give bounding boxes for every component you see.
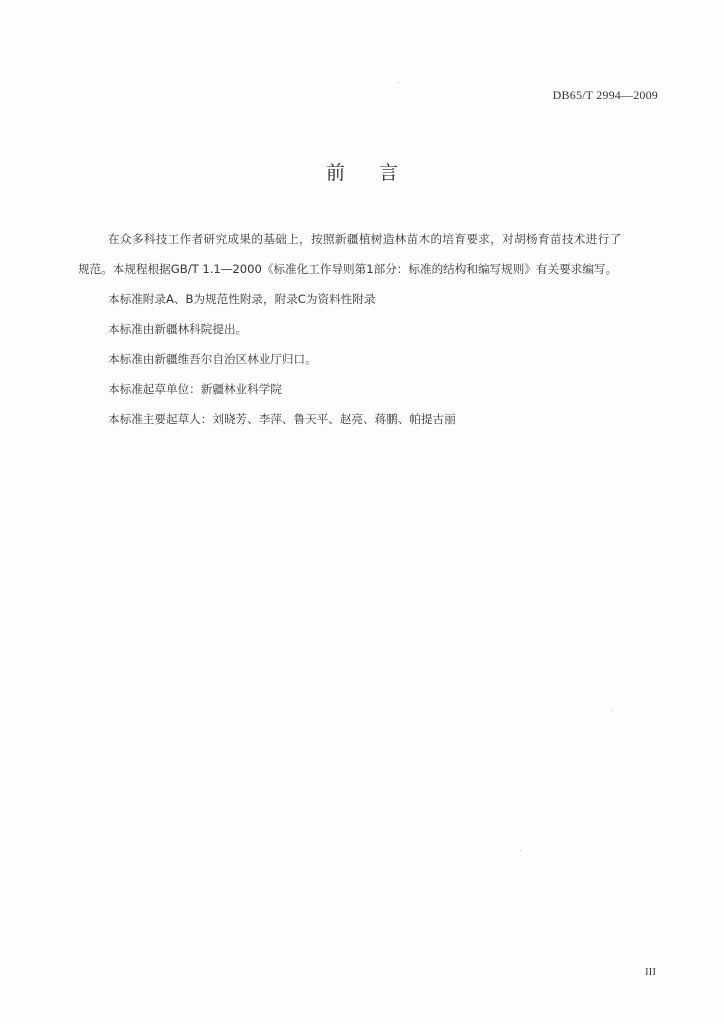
paragraph-administrator: 本标准由新疆维吾尔自治区林业厅归口。 [108, 352, 317, 366]
scan-speck [398, 82, 399, 83]
scan-speck [520, 850, 521, 851]
paragraph-appendix: 本标准附录A、B为规范性附录，附录C为资料性附录 [108, 292, 376, 306]
paragraph-drafting-unit: 本标准起草单位：新疆林业科学院 [108, 382, 282, 396]
paragraph-proposer: 本标准由新疆林科院提出。 [108, 322, 248, 336]
page-number: III [645, 966, 656, 978]
paragraph-intro-line-1: 在众多科技工作者研究成果的基础上，按照新疆植树造林苗木的培育要求，对胡杨育苗技术进行了 [108, 232, 622, 246]
paragraph-drafters: 本标准主要起草人：刘晓芳、李萍、鲁天平、赵亮、蒋鹏、帕提古丽 [108, 412, 456, 426]
scan-speck [612, 710, 613, 711]
standard-code: DB65/T 2994—2009 [552, 88, 658, 102]
foreword-body [80, 224, 680, 434]
paragraph-intro-line-2: 规范。本规程根据GB/T 1.1—2000《标准化工作导则第1部分：标准的结构和编写规则》有关要求编写。 [78, 262, 618, 276]
page-title: 前言 [325, 162, 432, 184]
